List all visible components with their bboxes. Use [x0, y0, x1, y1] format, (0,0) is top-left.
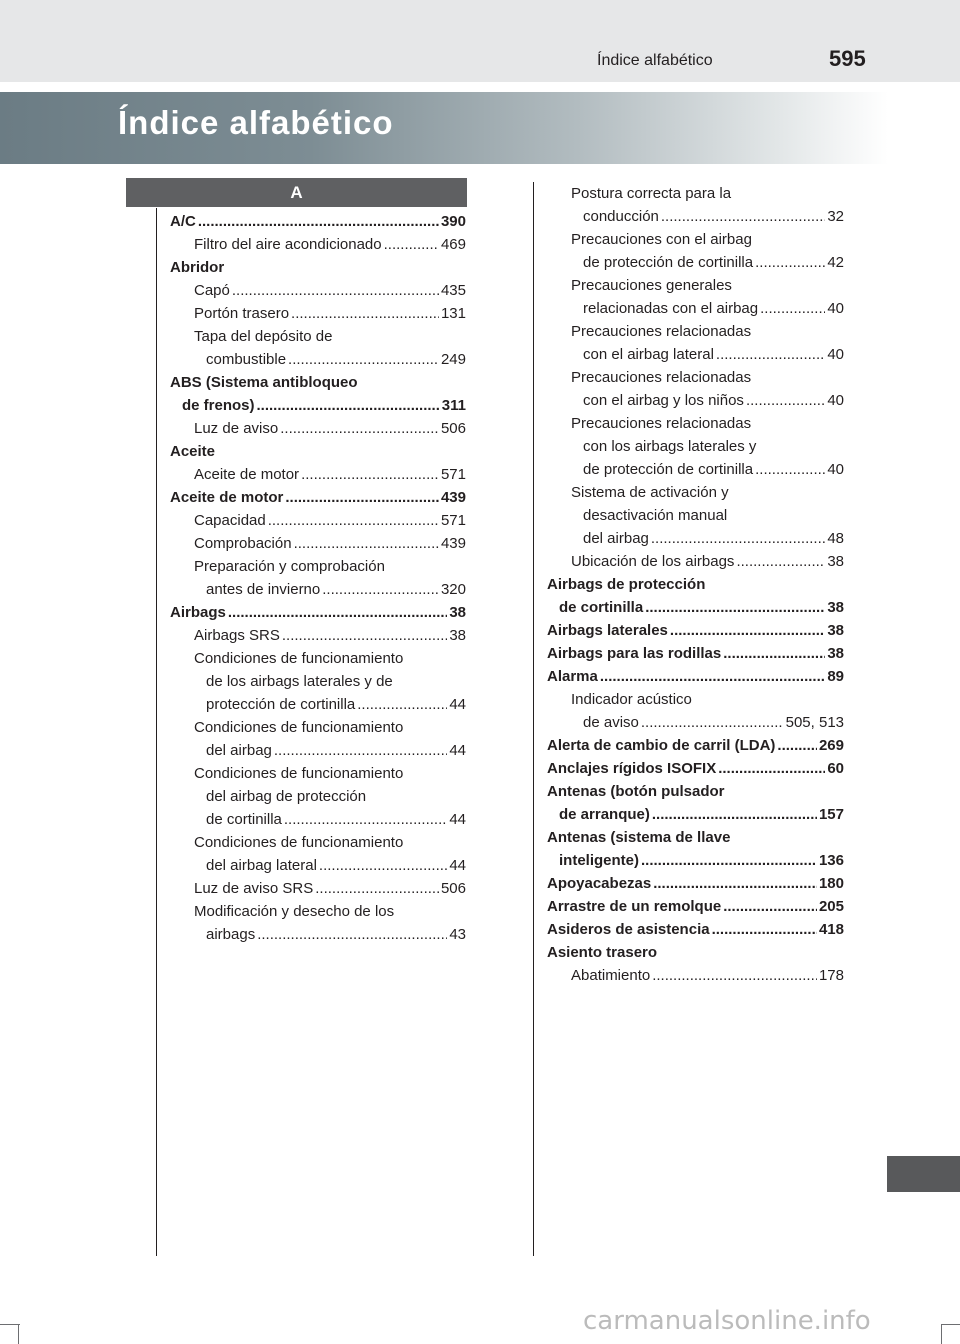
index-entry-text: Airbags laterales	[547, 622, 668, 639]
index-entry-page[interactable]: 571	[440, 512, 466, 529]
dot-leader	[268, 509, 439, 532]
index-column-right	[547, 182, 844, 987]
index-entry	[547, 366, 844, 389]
index-entry	[547, 918, 844, 941]
index-entry	[170, 808, 466, 831]
index-entry-text: con los airbags laterales y	[583, 438, 757, 455]
index-entry-page[interactable]: 180	[818, 875, 844, 892]
index-entry	[170, 716, 466, 739]
index-entry-page[interactable]: 390	[440, 213, 466, 230]
running-title: Índice alfabético	[597, 52, 713, 69]
index-entry-text: Portón trasero	[194, 305, 290, 322]
index-entry-text: Precauciones relacionadas	[571, 323, 752, 340]
index-entry-page[interactable]: 44	[449, 811, 466, 828]
index-entry-text: Arrastre de un remolque	[547, 898, 722, 915]
index-entry	[547, 964, 844, 987]
index-entry-text: Luz de aviso SRS	[194, 880, 314, 897]
index-entry-text: ABS (Sistema antibloqueo	[170, 374, 358, 391]
index-entry-page[interactable]: 311	[441, 397, 466, 414]
index-entry	[170, 233, 466, 256]
dot-leader	[777, 734, 817, 757]
index-entry-page[interactable]: 469	[440, 236, 466, 253]
dot-leader	[322, 578, 439, 601]
dot-leader	[712, 918, 817, 941]
index-entry-page[interactable]: 439	[440, 489, 466, 506]
index-entry	[547, 412, 844, 435]
index-entry-text: de cortinilla	[206, 811, 282, 828]
index-entry	[547, 642, 844, 665]
crop-mark	[941, 1324, 960, 1325]
index-entry-text: de aviso	[583, 714, 639, 731]
dot-leader	[653, 872, 817, 895]
index-entry-text: Capacidad	[194, 512, 266, 529]
crop-mark	[941, 1324, 942, 1344]
dot-leader	[228, 601, 447, 624]
index-entry	[170, 670, 466, 693]
index-entry-text: Asiento trasero	[547, 944, 658, 961]
index-entry-page[interactable]: 44	[449, 742, 466, 759]
dot-leader	[301, 463, 439, 486]
dot-leader	[257, 394, 440, 417]
index-entry	[170, 509, 466, 532]
index-entry-text: Alerta de cambio de carril (LDA)	[547, 737, 776, 754]
dot-leader	[760, 297, 825, 320]
index-entry	[547, 504, 844, 527]
index-entry-text: Airbags para las rodillas	[547, 645, 722, 662]
index-entry-text: Precauciones relacionadas	[571, 415, 752, 432]
index-entry	[547, 872, 844, 895]
index-entry	[547, 619, 844, 642]
index-entry-page[interactable]: 43	[449, 926, 466, 943]
dot-leader	[288, 348, 439, 371]
index-entry-text: Filtro del aire acondicionado	[194, 236, 382, 253]
column-divider-left	[156, 208, 157, 1256]
index-entry-page[interactable]: 157	[818, 806, 844, 823]
dot-leader	[723, 895, 817, 918]
index-entry-text: de los airbags laterales y de	[206, 673, 393, 690]
index-entry-text: Antenas (botón pulsador	[547, 783, 725, 800]
index-entry-page[interactable]: 40	[827, 300, 844, 317]
index-entry-text: de protección de cortinilla	[583, 254, 754, 271]
index-entry	[170, 279, 466, 302]
index-entry-text: protección de cortinilla	[206, 696, 356, 713]
column-divider-middle	[533, 182, 534, 1256]
dot-leader	[755, 251, 825, 274]
index-entry	[547, 228, 844, 251]
index-entry-text: Asideros de asistencia	[547, 921, 710, 938]
index-entry	[170, 900, 466, 923]
dot-leader	[315, 877, 439, 900]
index-entry-page[interactable]: 505, 513	[785, 714, 844, 731]
index-entry-page[interactable]: 439	[440, 535, 466, 552]
index-entry-page[interactable]: 38	[827, 622, 844, 639]
index-entry	[547, 297, 844, 320]
index-entry-page[interactable]: 40	[827, 392, 844, 409]
index-entry	[547, 481, 844, 504]
index-entry-text: del airbag lateral	[206, 857, 317, 874]
index-entry-text: Postura correcta para la	[571, 185, 732, 202]
index-entry-page[interactable]: 32	[827, 208, 844, 225]
index-entry	[170, 555, 466, 578]
index-entry	[547, 941, 844, 964]
index-entry-text: de cortinilla	[559, 599, 644, 616]
index-entry	[170, 463, 466, 486]
index-entry	[170, 877, 466, 900]
dot-leader	[670, 619, 825, 642]
index-entry-page[interactable]: 269	[818, 737, 844, 754]
dot-leader	[291, 302, 439, 325]
index-entry-text: relacionadas con el airbag	[583, 300, 759, 317]
index-entry	[547, 665, 844, 688]
index-entry-page[interactable]: 571	[440, 466, 466, 483]
index-entry-text: Preparación y comprobación	[194, 558, 385, 575]
index-entry	[170, 210, 466, 233]
dot-leader	[755, 458, 825, 481]
dot-leader	[746, 389, 825, 412]
index-entry-text: Airbags de protección	[547, 576, 706, 593]
section-tab	[887, 1156, 960, 1192]
index-entry-page[interactable]: 249	[440, 351, 466, 368]
index-entry-page[interactable]: 38	[827, 599, 844, 616]
index-entry-text: del airbag de protección	[206, 788, 367, 805]
index-entry	[170, 693, 466, 716]
dot-leader	[280, 417, 439, 440]
index-entry-text: Comprobación	[194, 535, 292, 552]
index-entry-text: del airbag	[206, 742, 272, 759]
index-entry-text: Condiciones de funcionamiento	[194, 650, 404, 667]
index-entry	[547, 734, 844, 757]
index-entry	[547, 688, 844, 711]
index-entry	[170, 601, 466, 624]
index-entry-text: del airbag	[583, 530, 649, 547]
index-entry	[170, 624, 466, 647]
index-entry	[547, 550, 844, 573]
index-entry	[547, 826, 844, 849]
index-entry	[547, 251, 844, 274]
index-entry	[547, 780, 844, 803]
index-entry-text: combustible	[206, 351, 287, 368]
index-entry	[170, 325, 466, 348]
index-entry-page[interactable]: 506	[440, 880, 466, 897]
dot-leader	[198, 210, 439, 233]
crop-mark	[0, 1324, 20, 1325]
index-entry-text: Airbags SRS	[194, 627, 280, 644]
dot-leader	[718, 757, 825, 780]
index-entry	[170, 578, 466, 601]
index-entry	[547, 757, 844, 780]
index-entry	[547, 343, 844, 366]
index-entry	[170, 762, 466, 785]
index-entry-text: Airbags	[170, 604, 226, 621]
index-entry-text: Indicador acústico	[571, 691, 692, 708]
dot-leader	[661, 205, 825, 228]
index-entry-text: Abridor	[170, 259, 225, 276]
index-entry	[547, 803, 844, 826]
index-entry-text: Aceite de motor	[170, 489, 284, 506]
index-entry-text: de protección de cortinilla	[583, 461, 754, 478]
dot-leader	[723, 642, 825, 665]
index-entry-text: con el airbag lateral	[583, 346, 714, 363]
index-entry	[170, 831, 466, 854]
index-entry-text: Capó	[194, 282, 230, 299]
dot-leader	[600, 665, 825, 688]
index-entry	[547, 435, 844, 458]
index-entry-page[interactable]: 44	[449, 857, 466, 874]
index-entry	[547, 573, 844, 596]
index-entry-page[interactable]: 42	[827, 254, 844, 271]
index-entry	[170, 923, 466, 946]
dot-leader	[357, 693, 447, 716]
index-entry-text: Anclajes rígidos ISOFIX	[547, 760, 717, 777]
index-entry	[170, 348, 466, 371]
dot-leader	[716, 343, 825, 366]
index-entry	[547, 596, 844, 619]
crop-mark	[18, 1324, 19, 1344]
watermark: carmanualsonline.info	[583, 1306, 871, 1336]
index-column-left	[170, 210, 466, 946]
index-entry-text: Modificación y desecho de los	[194, 903, 395, 920]
index-entry	[547, 182, 844, 205]
index-entry-page[interactable]: 506	[440, 420, 466, 437]
index-entry-text: Alarma	[547, 668, 598, 685]
index-entry-text: Precauciones generales	[571, 277, 732, 294]
index-entry-text: Precauciones con el airbag	[571, 231, 752, 248]
section-letter-bar: A	[126, 178, 467, 207]
index-entry	[547, 849, 844, 872]
index-entry-text: Aceite	[170, 443, 216, 460]
index-entry-page[interactable]: 48	[827, 530, 844, 547]
page-title: Índice alfabético	[118, 104, 394, 141]
index-entry	[170, 394, 466, 417]
dot-leader	[652, 803, 817, 826]
index-entry	[547, 389, 844, 412]
index-entry	[170, 486, 466, 509]
dot-leader	[384, 233, 439, 256]
dot-leader	[257, 923, 447, 946]
dot-leader	[284, 808, 447, 831]
index-entry	[547, 320, 844, 343]
index-entry-page[interactable]: 89	[827, 668, 844, 685]
index-entry-page[interactable]: 44	[449, 696, 466, 713]
index-entry-page[interactable]: 40	[827, 461, 844, 478]
index-entry	[170, 854, 466, 877]
index-entry-text: Condiciones de funcionamiento	[194, 834, 404, 851]
index-entry-page[interactable]: 40	[827, 346, 844, 363]
index-entry	[170, 739, 466, 762]
index-entry-page[interactable]: 435	[440, 282, 466, 299]
index-entry	[170, 532, 466, 555]
dot-leader	[294, 532, 439, 555]
dot-leader	[319, 854, 447, 877]
index-entry-page[interactable]: 320	[440, 581, 466, 598]
index-entry-text: inteligente)	[559, 852, 640, 869]
index-entry	[547, 274, 844, 297]
index-entry-text: airbags	[206, 926, 256, 943]
index-entry-page[interactable]: 418	[818, 921, 844, 938]
index-entry-text: Condiciones de funcionamiento	[194, 765, 404, 782]
index-entry-text: Apoyacabezas	[547, 875, 652, 892]
index-entry-text: Abatimiento	[571, 967, 651, 984]
header-band	[0, 0, 960, 82]
index-entry-page[interactable]: 38	[827, 553, 844, 570]
dot-leader	[645, 596, 825, 619]
dot-leader	[274, 739, 447, 762]
index-entry-page[interactable]: 205	[818, 898, 844, 915]
dot-leader	[641, 711, 784, 734]
index-entry-text: desactivación manual	[583, 507, 728, 524]
index-entry-text: Condiciones de funcionamiento	[194, 719, 404, 736]
index-entry-text: Precauciones relacionadas	[571, 369, 752, 386]
dot-leader	[641, 849, 817, 872]
index-entry-text: Ubicación de los airbags	[571, 553, 735, 570]
dot-leader	[282, 624, 447, 647]
index-entry-page[interactable]: 38	[827, 645, 844, 662]
index-entry-page[interactable]: 136	[818, 852, 844, 869]
dot-leader	[232, 279, 439, 302]
index-entry-page[interactable]: 178	[818, 967, 844, 984]
dot-leader	[652, 964, 817, 987]
index-entry-text: Sistema de activación y	[571, 484, 729, 501]
index-entry	[170, 440, 466, 463]
index-entry	[170, 785, 466, 808]
index-entry-text: Antenas (sistema de llave	[547, 829, 731, 846]
index-entry	[170, 417, 466, 440]
dot-leader	[651, 527, 825, 550]
index-entry	[547, 711, 844, 734]
index-entry-text: de frenos)	[182, 397, 255, 414]
index-entry-page[interactable]: 38	[449, 627, 466, 644]
index-entry-text: conducción	[583, 208, 659, 225]
index-entry-text: de arranque)	[559, 806, 650, 823]
index-entry-page[interactable]: 131	[440, 305, 466, 322]
page-number: 595	[829, 46, 866, 71]
index-entry-text: con el airbag y los niños	[583, 392, 744, 409]
index-entry	[547, 895, 844, 918]
index-entry-text: A/C	[170, 213, 196, 230]
index-entry	[170, 302, 466, 325]
index-entry	[547, 205, 844, 228]
index-entry	[547, 458, 844, 481]
index-entry-text: Aceite de motor	[194, 466, 300, 483]
index-entry	[170, 371, 466, 394]
dot-leader	[285, 486, 439, 509]
dot-leader	[736, 550, 825, 573]
index-entry-page[interactable]: 38	[449, 604, 466, 621]
index-entry	[170, 256, 466, 279]
index-entry-text: Tapa del depósito de	[194, 328, 333, 345]
index-entry	[547, 527, 844, 550]
index-entry-text: antes de invierno	[206, 581, 321, 598]
index-entry	[170, 647, 466, 670]
index-entry-text: Luz de aviso	[194, 420, 279, 437]
index-entry-page[interactable]: 60	[827, 760, 844, 777]
